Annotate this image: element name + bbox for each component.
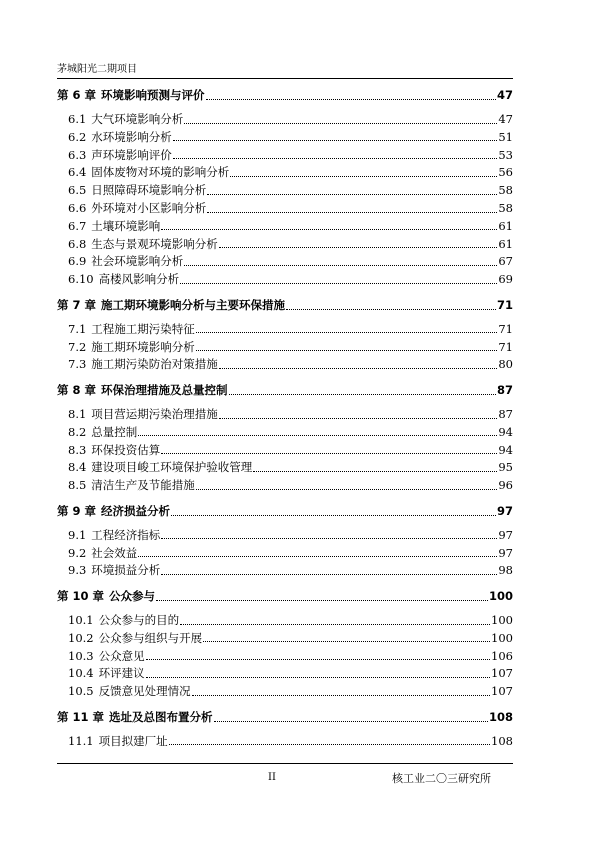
toc-entry-page: 95 [498,460,513,475]
toc-entry-number: 10.1 [68,613,94,628]
toc-entry-title: 建设项目峻工环境保护验收管理 [91,460,253,475]
toc-section-entry[interactable] [57,524,513,542]
toc-chapter-entry[interactable] [57,585,513,603]
toc-section-entry[interactable] [57,318,513,336]
toc-entry-page: 108 [491,733,513,748]
toc-entry-title: 公众参与的目的 [98,613,180,628]
toc-entry-number: 6.7 [68,218,87,233]
toc-dot-leader [146,659,490,660]
toc-section-entry[interactable] [57,179,513,197]
toc-entry-page: 51 [498,129,513,144]
toc-dot-leader [146,677,490,678]
footer-organization: 核工业二〇三研究所 [392,772,491,785]
toc-chapter-entry[interactable] [57,379,513,397]
toc-entry-title: 施工期环境影响分析与主要环保措施 [101,298,286,313]
toc-entry-title: 声环境影响评价 [91,147,172,162]
toc-entry-number: 9.1 [68,527,87,542]
toc-dot-leader [207,194,497,195]
toc-section-entry[interactable] [57,197,513,215]
toc-entry-page: 94 [498,442,513,457]
toc-entry-number: 10.3 [68,648,94,663]
toc-entry-number: 7.1 [68,321,87,336]
toc-entry-number: 7.2 [68,339,87,354]
toc-entry-page: 71 [498,321,513,336]
toc-entry-page: 71 [498,339,513,354]
toc-dot-leader [180,283,497,284]
toc-entry-title: 公众意见 [98,648,145,663]
toc-dot-leader [169,744,490,745]
toc-section-entry[interactable] [57,403,513,421]
toc-section-entry[interactable] [57,541,513,559]
toc-entry-title: 高楼风影响分析 [98,272,180,287]
toc-section-entry[interactable] [57,456,513,474]
toc-entry-page: 94 [498,424,513,439]
toc-dot-leader [196,332,498,333]
toc-entry-page: 100 [488,589,513,604]
toc-entry-number: 第 8 章 [57,383,97,398]
toc-entry-title: 清洁生产及节能措施 [91,478,195,493]
toc-dot-leader [171,515,496,516]
toc-entry-number: 6.10 [68,272,94,287]
toc-entry-number: 第 7 章 [57,298,97,313]
toc-entry-number: 9.3 [68,563,87,578]
toc-dot-leader [173,158,498,159]
toc-entry-title: 项目拟建厂址 [98,733,168,748]
toc-entry-number: 6.4 [68,165,87,180]
toc-entry-page: 58 [498,183,513,198]
header-title: 茅城阳光二期项目 [57,64,137,75]
toc-entry-number: 7.3 [68,357,87,372]
toc-section-entry[interactable] [57,438,513,456]
toc-entry-title: 环评建议 [98,666,145,681]
toc-dot-leader [203,641,490,642]
toc-dot-leader [286,309,496,310]
toc-section-entry[interactable] [57,215,513,233]
toc-entry-title: 经济损益分析 [101,504,171,519]
toc-section-entry[interactable] [57,680,513,698]
toc-section-entry[interactable] [57,627,513,645]
toc-dot-leader [219,247,498,248]
toc-entry-page: 96 [498,478,513,493]
toc-section-entry[interactable] [57,143,513,161]
toc-dot-leader [253,471,497,472]
toc-entry-page: 97 [498,527,513,542]
toc-entry-page: 87 [498,407,513,422]
toc-entry-number: 第 10 章 [57,589,105,604]
toc-entry-page: 97 [498,545,513,560]
toc-entry-title: 施工期环境影响分析 [91,339,195,354]
toc-entry-number: 6.1 [68,112,87,127]
toc-section-entry[interactable] [57,268,513,286]
toc-entry-number: 11.1 [68,733,94,748]
toc-chapter-entry[interactable] [57,706,513,724]
toc-entry-title: 固体废物对环境的影响分析 [91,165,230,180]
toc-section-entry[interactable] [57,161,513,179]
toc-entry-number: 10.5 [68,684,94,699]
table-of-contents [57,84,513,747]
toc-entry-title: 社会环境影响分析 [91,254,184,269]
toc-entry-number: 8.1 [68,407,87,422]
toc-dot-leader [156,600,488,601]
toc-entry-page: 100 [491,613,513,628]
toc-entry-page: 58 [498,201,513,216]
toc-entry-title: 环境影响预测与评价 [101,88,205,103]
toc-dot-leader [138,435,497,436]
toc-chapter-entry[interactable] [57,500,513,518]
toc-entry-number: 6.8 [68,236,87,251]
toc-dot-leader [173,140,498,141]
toc-entry-page: 71 [496,298,513,313]
toc-dot-leader [192,695,490,696]
toc-entry-number: 6.5 [68,183,87,198]
toc-section-entry[interactable] [57,126,513,144]
toc-entry-number: 10.4 [68,666,94,681]
footer-divider [57,763,513,764]
toc-dot-leader [196,489,498,490]
toc-dot-leader [184,123,497,124]
toc-entry-page: 61 [498,218,513,233]
toc-section-entry[interactable] [57,644,513,662]
toc-entry-title: 总量控制 [91,424,138,439]
toc-dot-leader [180,624,490,625]
toc-dot-leader [229,394,496,395]
toc-entry-title: 选址及总图布置分析 [109,710,213,724]
toc-section-entry[interactable] [57,474,513,492]
toc-entry-page: 97 [496,504,513,519]
toc-entry-page: 106 [491,648,513,663]
toc-dot-leader [230,176,497,177]
toc-dot-leader [196,350,498,351]
toc-entry-title: 日照障碍环境影响分析 [91,183,207,198]
toc-entry-page: 47 [496,88,513,103]
toc-entry-number: 10.2 [68,630,94,645]
toc-entry-page: 80 [498,357,513,372]
toc-chapter-entry[interactable] [57,294,513,312]
toc-dot-leader [206,99,496,100]
toc-entry-page: 98 [498,563,513,578]
toc-dot-leader [161,538,497,539]
toc-entry-number: 第 9 章 [57,504,97,519]
toc-entry-title: 土壤环境影响 [91,218,161,233]
toc-section-entry[interactable] [57,421,513,439]
toc-entry-number: 8.3 [68,442,87,457]
toc-entry-number: 9.2 [68,545,87,560]
toc-entry-page: 108 [488,710,513,724]
toc-dot-leader [219,368,498,369]
toc-entry-number: 第 6 章 [57,88,97,103]
toc-entry-title: 公众参与 [109,589,156,604]
toc-section-entry[interactable] [57,250,513,268]
toc-entry-title: 环境损益分析 [91,563,161,578]
toc-section-entry[interactable] [57,335,513,353]
toc-section-entry[interactable] [57,353,513,371]
toc-entry-title: 水环境影响分析 [91,129,172,144]
toc-entry-title: 生态与景观环境影响分析 [91,236,218,251]
toc-entry-title: 工程经济指标 [91,527,161,542]
toc-entry-page: 100 [491,630,513,645]
toc-entry-number: 8.2 [68,424,87,439]
toc-entry-title: 外环境对小区影响分析 [91,201,207,216]
header-divider [57,78,513,79]
toc-dot-leader [161,229,497,230]
toc-dot-leader [161,574,497,575]
toc-section-entry[interactable] [57,108,513,126]
toc-entry-number: 6.9 [68,254,87,269]
toc-dot-leader [214,721,488,722]
toc-entry-title: 社会效益 [91,545,138,560]
toc-entry-title: 大气环境影响分析 [91,112,184,127]
toc-entry-page: 61 [498,236,513,251]
toc-section-entry[interactable] [57,559,513,577]
toc-entry-number: 第 11 章 [57,710,105,724]
toc-entry-page: 107 [491,666,513,681]
toc-section-entry[interactable] [57,232,513,250]
toc-entry-number: 6.3 [68,147,87,162]
toc-entry-page: 69 [498,272,513,287]
toc-entry-title: 环保治理措施及总量控制 [101,383,228,398]
toc-entry-number: 8.5 [68,478,87,493]
toc-dot-leader [184,265,497,266]
toc-dot-leader [207,212,497,213]
toc-entry-page: 107 [491,684,513,699]
toc-chapter-entry[interactable] [57,84,513,102]
toc-dot-leader [138,556,497,557]
toc-entry-number: 6.2 [68,129,87,144]
toc-entry-title: 环保投资估算 [91,442,161,457]
toc-entry-page: 67 [498,254,513,269]
toc-entry-title: 公众参与组织与开展 [98,630,203,645]
toc-entry-title: 反馈意见处理情况 [98,684,191,699]
toc-dot-leader [161,453,497,454]
toc-entry-page: 56 [498,165,513,180]
toc-entry-number: 8.4 [68,460,87,475]
toc-entry-title: 工程施工期污染特征 [91,321,195,336]
toc-entry-title: 施工期污染防治对策措施 [91,357,218,372]
toc-section-entry[interactable] [57,662,513,680]
toc-entry-title: 项目营运期污染治理措施 [91,407,218,422]
toc-section-entry[interactable] [57,609,513,627]
footer-page-number: II [268,772,276,783]
toc-section-entry[interactable] [57,730,513,748]
toc-entry-page: 53 [498,147,513,162]
toc-entry-page: 87 [496,383,513,398]
toc-entry-number: 6.6 [68,201,87,216]
toc-dot-leader [219,418,498,419]
toc-entry-page: 47 [498,112,513,127]
